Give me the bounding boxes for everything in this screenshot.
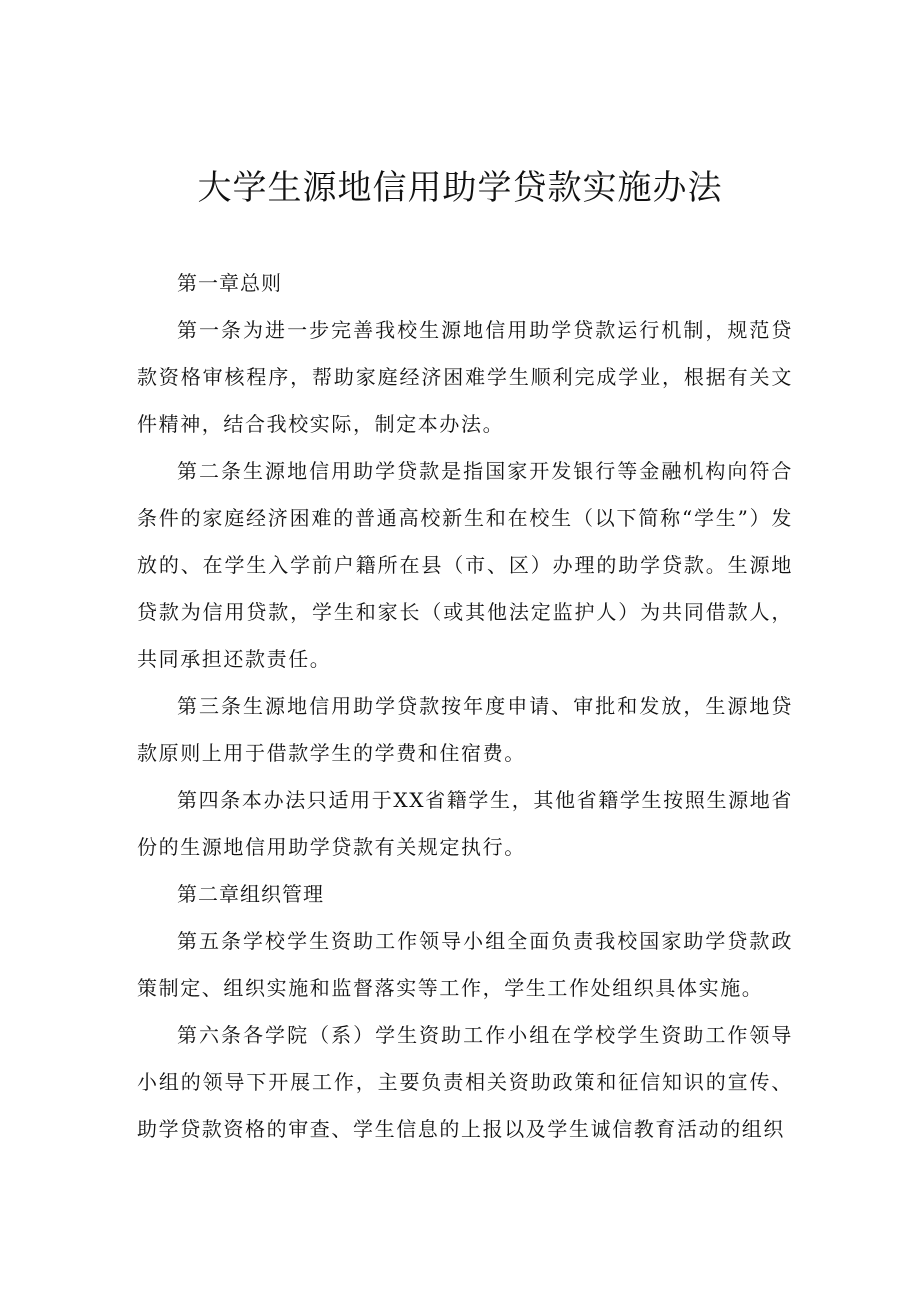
article-paragraph: 第四条本办法只适用于XX省籍学生，其他省籍学生按照生源地省份的生源地信用助学贷款有关规定执行。 [137, 788, 793, 859]
document-title: 大学生源地信用助学贷款实施办法 [197, 168, 723, 208]
chapter-heading: 第一章总则 [177, 271, 282, 295]
article-paragraph: 第五条学校学生资助工作领导小组全面负责我校国家助学贷款政策制定、组织实施和监督落实等工作，学生工作处组织具体实施。 [137, 929, 793, 1000]
article-paragraph: 第六条各学院（系）学生资助工作小组在学校学生资助工作领导小组的领导下开展工作，主要负责相关资助政策和征信知识的宣传、助学贷款资格的审查、学生信息的上报以及学生诚信教育活动的组织 [137, 1023, 793, 1141]
article-paragraph: 第一条为进一步完善我校生源地信用助学贷款运行机制，规范贷款资格审核程序，帮助家庭经济困难学生顺利完成学业，根据有关文件精神，结合我校实际，制定本办法。 [137, 318, 793, 436]
document-body [137, 260, 793, 1153]
chapter-heading: 第二章组织管理 [177, 882, 324, 906]
article-paragraph: 第三条生源地信用助学贷款按年度申请、审批和发放，生源地贷款原则上用于借款学生的学费和住宿费。 [137, 694, 793, 765]
article-paragraph: 第二条生源地信用助学贷款是指国家开发银行等金融机构向符合条件的家庭经济困难的普通高校新生和在校生（以下简称“学生”）发放的、在学生入学前户籍所在县（市、区）办理的助学贷款。生源地贷款为信用贷款，学生和家长（或其他法定监护人）为共同借款人，共同承担还款责任。 [137, 459, 793, 671]
